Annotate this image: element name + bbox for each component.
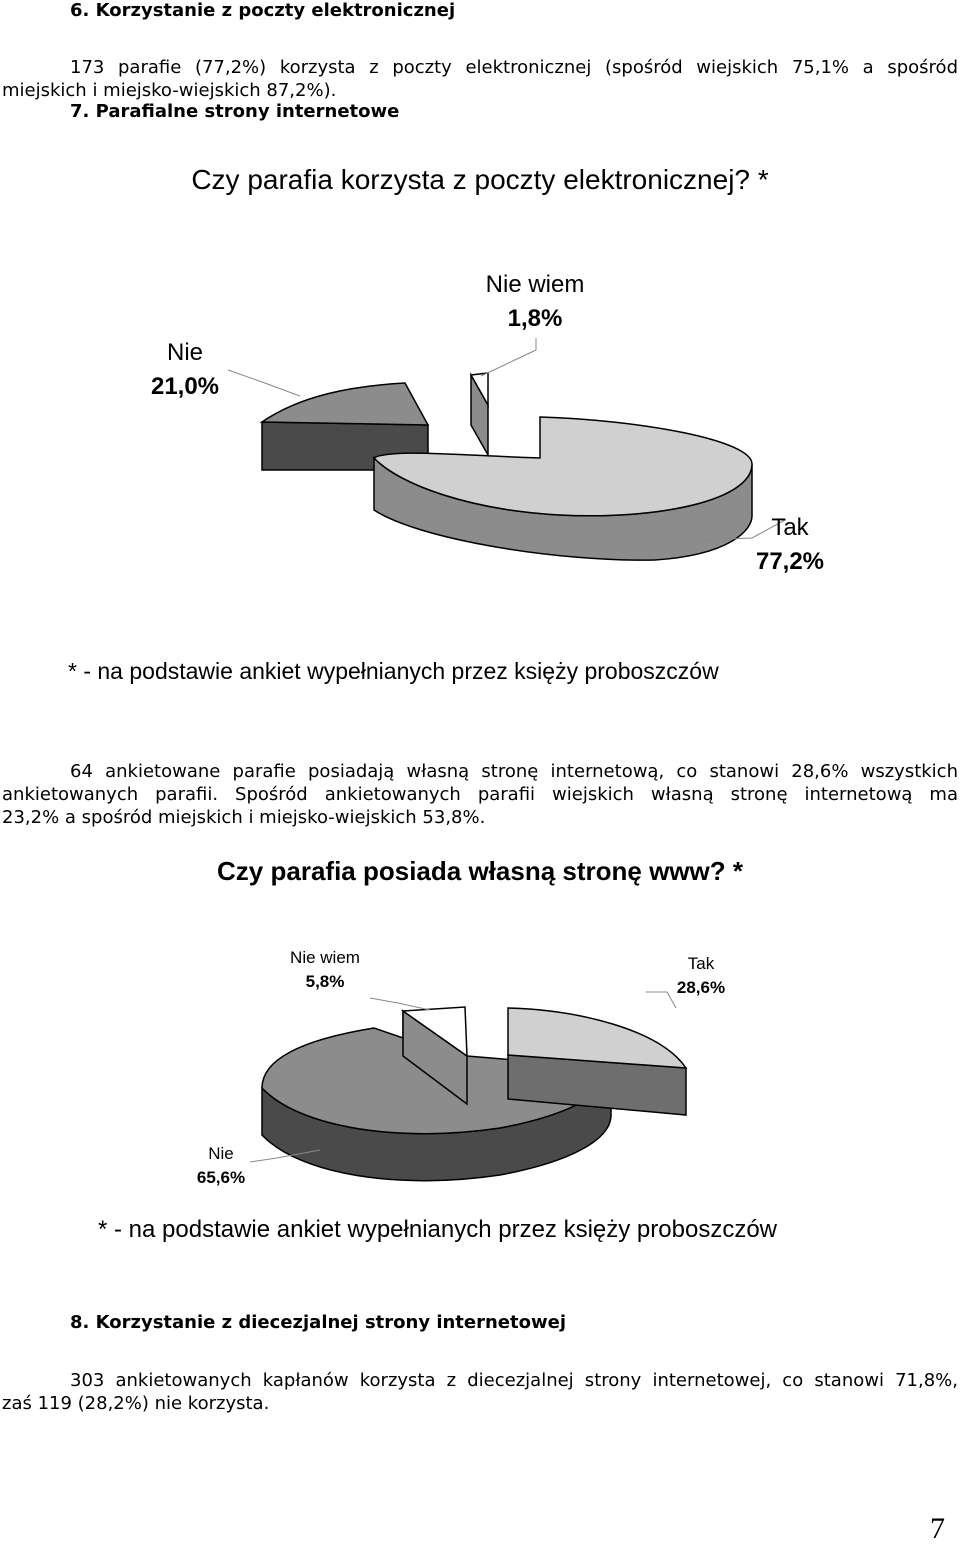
chart2-label-nie-wiem <box>270 946 380 994</box>
section-8-paragraph-line1: 303 ankietowanych kapłanów korzysta z diecezjalnej strony internetowej, co stanowi 71,8%, <box>70 1370 958 1391</box>
chart2-label-nie-wiem-value: 5,8% <box>305 972 345 991</box>
chart2-label-tak-name: Tak <box>687 954 715 973</box>
chart2-leader-nie-wiem <box>370 998 430 1010</box>
section-8-heading: 8. Korzystanie z diecezjalnej strony internetowej <box>70 1312 566 1333</box>
chart1-label-nie-name: Nie <box>166 339 203 366</box>
chart1-label-nie-value: 21,0% <box>150 373 220 400</box>
chart2-label-tak <box>646 952 756 1000</box>
chart1-slice-nie-wiem <box>471 373 488 455</box>
chart2-label-nie-wiem-name: Nie wiem <box>290 948 360 967</box>
chart1-label-nie-wiem-name: Nie wiem <box>485 271 585 298</box>
chart2-title: Czy parafia posiada własną stronę www? * <box>217 856 743 886</box>
chart2-pie <box>250 992 686 1181</box>
section-7-paragraph-line1: 64 ankietowane parafie posiadają własną stronę internetową, co stanowi 28,6% wszystkich <box>70 761 958 782</box>
section-7-paragraph-line3: 23,2% a spośród miejskich i miejsko-wiejskich 53,8%. <box>2 807 486 828</box>
chart1-label-nie-wiem <box>465 268 605 336</box>
chart1-label-tak-name: Tak <box>771 514 809 541</box>
section-6-paragraph-line2: miejskich i miejsko-wiejskich 87,2%). <box>2 80 337 101</box>
section-7-paragraph-line2: ankietowanych parafii. Spośród ankietowanych parafii wiejskich własną stronę internetową ma <box>2 784 958 805</box>
section-6-paragraph-line1: 173 parafie (77,2%) korzysta z poczty elektronicznej (spośród wiejskich 75,1% a spośród <box>70 57 958 78</box>
chart1-label-tak-value: 77,2% <box>755 548 825 575</box>
section-8-paragraph-line2: zaś 119 (28,2%) nie korzysta. <box>2 1393 270 1414</box>
page-number: 7 <box>930 1512 945 1545</box>
chart1-label-nie-wiem-value: 1,8% <box>507 305 563 332</box>
chart2-label-nie <box>166 1142 276 1190</box>
chart2-slice-tak <box>508 1008 686 1115</box>
chart1-title: Czy parafia korzysta z poczty elektronicznej? * <box>191 164 769 195</box>
chart1-label-tak <box>735 511 845 579</box>
chart1-footnote: * - na podstawie ankiet wypełnianych przez księży proboszczów <box>68 658 719 684</box>
section-6-heading: 6. Korzystanie z poczty elektronicznej <box>70 0 456 21</box>
chart1-pie <box>228 338 785 560</box>
chart2-label-nie-value: 65,6% <box>196 1168 246 1187</box>
chart1-slice-tak <box>374 417 752 560</box>
section-7-heading: 7. Parafialne strony internetowe <box>70 101 400 122</box>
chart2-footnote: * - na podstawie ankiet wypełnianych przez księży proboszczów <box>98 1216 777 1243</box>
chart2-label-nie-name: Nie <box>208 1144 234 1163</box>
chart1-leader-nie-wiem <box>481 338 536 376</box>
chart1-label-nie <box>130 336 240 404</box>
chart2-label-tak-value: 28,6% <box>676 978 726 997</box>
